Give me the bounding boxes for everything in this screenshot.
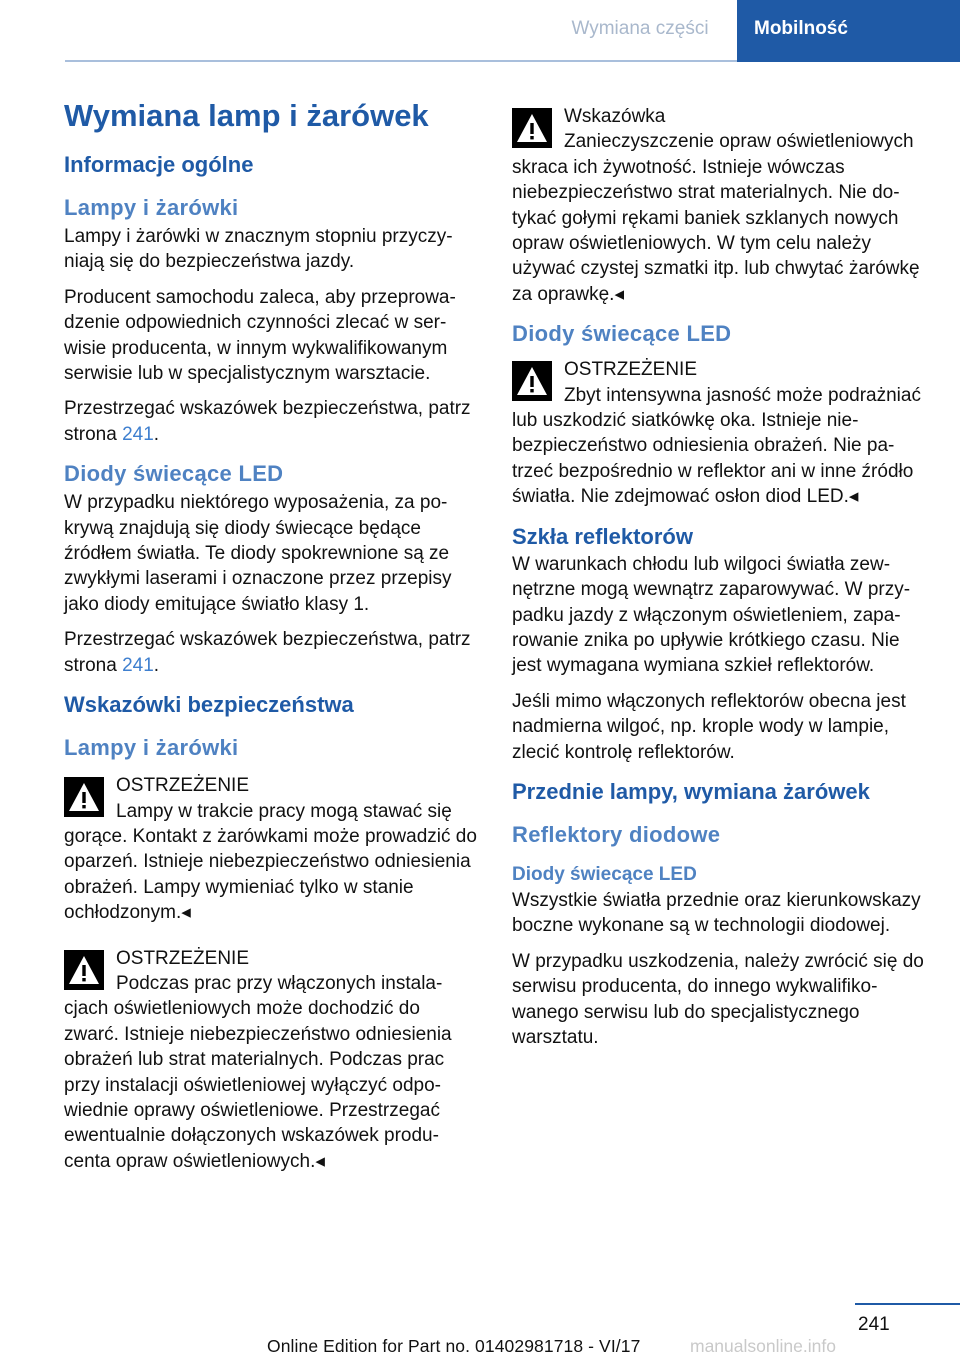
edition-line: Online Edition for Part no. 01402981718 - VI/17 xyxy=(267,1336,641,1356)
right-column xyxy=(512,104,927,1060)
warning-block-2 xyxy=(64,946,479,1175)
general-info-heading: Informacje ogólne xyxy=(64,152,254,177)
led-safety-ref-text: Przestrzegać wskazówek bezpieczeństwa, patrz strona xyxy=(64,629,471,676)
warning-1-text: Lampy w trakcie pracy mogą stawać się gorące. Kontakt z żarówkami może prowadzić do oparzeń. Istnieje niebezpieczeństwo odniesienia obrażeń. Lampy wymieniać tylko w stanie ochłodzonym.◂ xyxy=(64,800,477,924)
glass-paragraph-1: W warunkach chłodu lub wilgoci światła zewnętrzne mogą wewnątrz zaparowywać. W przypadku jazdy z włączonym oświetleniem, zaparowanie znika po upływie krótkiego czasu. Nie jest wymagana wymiana szkieł reflektorów. xyxy=(512,553,911,677)
warning-triangle-icon xyxy=(512,108,552,148)
lamps-paragraph-2: Producent samochodu zaleca, aby przeprowadzenie odpowiednich czynności zlecać w serwisie producenta, w innym wykwalifikowanym serwisie lub w specjalistycznym warsztacie. xyxy=(64,286,456,385)
lamps-heading: Lampy i żarówki xyxy=(64,195,239,220)
diode-paragraph-1: Wszystkie światła przednie oraz kierunkowskazy boczne wykonane są w technologii diodowej. xyxy=(512,889,921,937)
page-link-241[interactable]: 241 xyxy=(122,423,154,445)
warning-2-title: OSTRZEŻENIE xyxy=(116,947,250,969)
safety-subheading: Lampy i żarówki xyxy=(64,735,239,761)
diode-headlights-heading: Reflektory diodowe xyxy=(512,821,721,847)
page-link-241[interactable]: 241 xyxy=(122,654,154,676)
led-heading: Diody świecące LED xyxy=(64,461,284,487)
front-lamps-heading: Przednie lampy, wymiana żarówek xyxy=(512,778,870,804)
page-number: 241 xyxy=(858,1314,890,1335)
warning-1-title: OSTRZEŻENIE xyxy=(116,775,250,797)
note-block xyxy=(512,104,927,307)
lamps-safety-ref-text: Przestrzegać wskazówek bezpieczeństwa, patrz strona xyxy=(64,398,471,445)
page-title: Wymiana lamp i żarówek xyxy=(64,98,429,133)
led-paragraph-2: Przestrzegać wskazówek bezpieczeństwa, patrz strona 241. xyxy=(64,629,471,676)
warning-triangle-icon xyxy=(512,361,552,401)
lamps-paragraph-1: Lampy i żarówki w znacznym stopniu przyczyniają się do bezpieczeństwa jazdy. xyxy=(64,226,453,273)
lamps-paragraph-3: Przestrzegać wskazówek bezpieczeństwa, patrz strona 241. xyxy=(64,398,471,445)
note-text: Zanieczyszczenie opraw oświetleniowych skraca ich żywotność. Istnieje wówczas niebezpieczeństwo strat materialnych. Nie dotykać gołymi rękami baniek szklanych nowych opraw oświetleniowych. W tym celu należy używać czystej szmatki itp. lub chwytać żarówkę za oprawkę.◂ xyxy=(512,131,920,305)
warning-triangle-icon xyxy=(64,950,104,990)
warning-3-text: Zbyt intensywna jasność może podrażniać lub uszkodzić siatkówkę oka. Istnieje niebezpieczeństwo odniesienia obrażeń. Nie patrzeć bezpośrednio w reflektor ani w inne źródło światła. Nie zdejmować osłon diod LED.◂ xyxy=(512,384,921,508)
glass-heading: Szkła reflektorów xyxy=(512,523,693,549)
watermark: manualsonline.info xyxy=(690,1336,836,1356)
safety-heading: Wskazówki bezpieczeństwa xyxy=(64,692,354,718)
header-divider xyxy=(65,60,737,62)
warning-block-1 xyxy=(64,773,479,925)
note-title: Wskazówka xyxy=(564,106,666,127)
left-column xyxy=(64,96,479,1186)
header-section-label: Wymiana części xyxy=(571,18,709,39)
led-paragraph-1: W przypadku niektórego wyposażenia, za pokrywą znajdują się diody świecące będące źródłem światła. Te diody spokrewnione są ze zwykłymi laserami i oznaczone przez przepisy jako diody emitujące światło klasy 1. xyxy=(64,492,452,615)
warning-triangle-icon xyxy=(64,777,104,817)
warning-2-text: Podczas prac przy włączonych instalacjach oświetleniowych może dochodzić do zwarć. Istnieje niebezpieczeństwo odniesienia obrażeń lub strat materialnych. Podczas prac przy instalacji oświetleniowej wyłączyć odpowiednie oprawy oświetleniowe. Przestrzegać ewentualnie dołączonych wskazówek producenta opraw oświetleniowych.◂ xyxy=(64,972,452,1172)
warning-3-title: OSTRZEŻENIE xyxy=(564,359,698,381)
diode-paragraph-2: W przypadku uszkodzenia, należy zwrócić się do serwisu producenta, do innego wykwalifikowanego serwisu lub do specjalistycznego warsztatu. xyxy=(512,950,924,1048)
led-heading-right: Diody świecące LED xyxy=(512,321,732,347)
glass-paragraph-2: Jeśli mimo włączonych reflektorów obecna jest nadmierna wilgoć, np. krople wody w lampie, zlecić kontrolę reflektorów. xyxy=(512,690,906,763)
header-chapter-tab: Mobilność xyxy=(737,0,960,62)
footer-divider xyxy=(855,1303,960,1305)
warning-block-3 xyxy=(512,357,927,509)
diode-led-subheading: Diody świecące LED xyxy=(512,863,697,885)
